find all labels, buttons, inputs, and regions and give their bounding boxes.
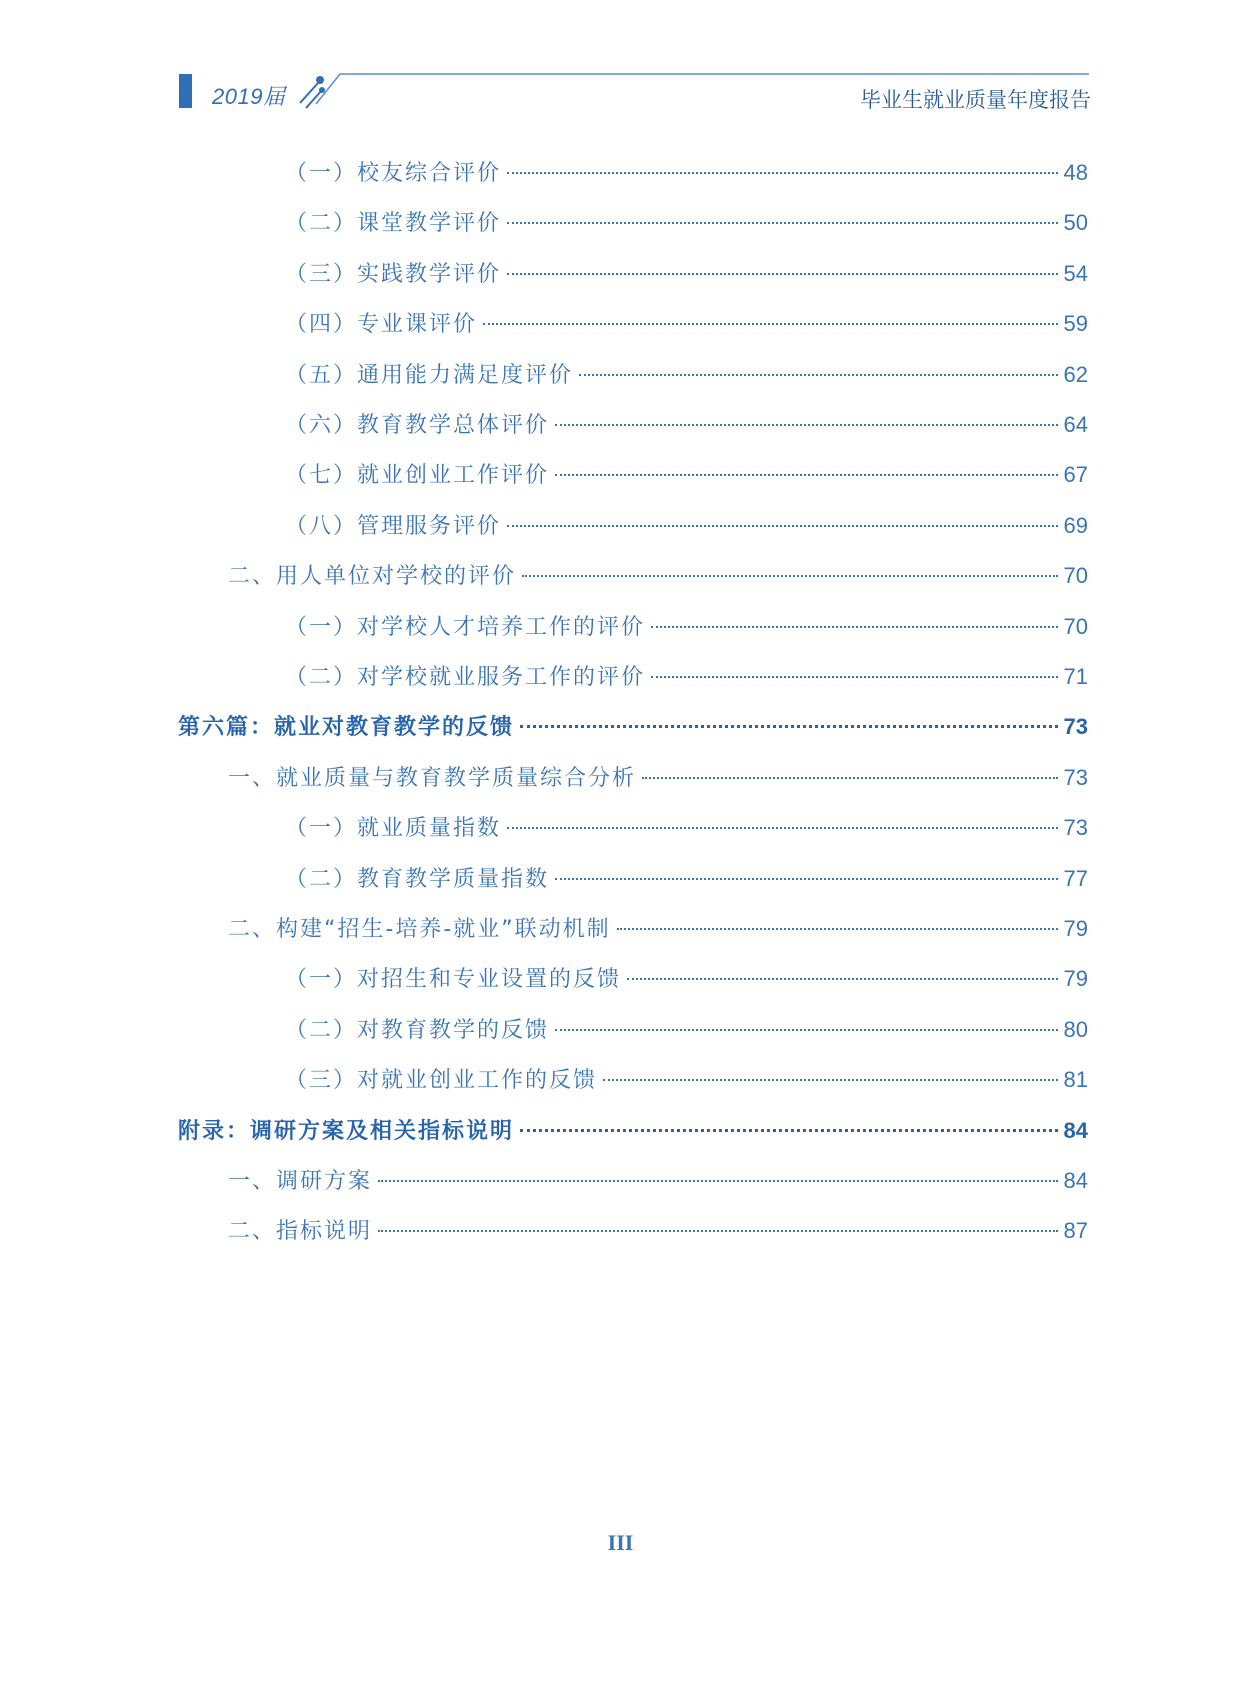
toc-leader-dots xyxy=(520,1129,1058,1132)
toc-entry[interactable] xyxy=(228,1214,1088,1250)
toc-entry-label: 第六篇：就业对教育教学的反馈 xyxy=(178,715,515,741)
toc-entry[interactable] xyxy=(285,811,1088,847)
toc-entry-page: 70 xyxy=(1063,613,1088,639)
toc-entry-label: （三）实践教学评价 xyxy=(285,261,502,287)
toc-entry-page: 70 xyxy=(1063,563,1088,589)
toc-entry-page: 84 xyxy=(1063,1168,1088,1193)
toc-leader-dots xyxy=(507,827,1058,829)
toc-leader-dots xyxy=(507,525,1058,527)
toc-entry[interactable] xyxy=(285,962,1088,998)
toc-entry[interactable] xyxy=(285,257,1088,293)
toc-leader-dots xyxy=(651,626,1058,628)
toc-entry-page: 67 xyxy=(1063,462,1088,488)
toc-entry-label: （二）对学校就业服务工作的评价 xyxy=(285,665,646,690)
toc-entry-label: （六）教育教学总体评价 xyxy=(285,413,550,438)
toc-entry-page: 84 xyxy=(1063,1117,1088,1143)
toc-entry-label: 一、就业质量与教育教学质量综合分析 xyxy=(228,765,637,791)
toc-entry[interactable] xyxy=(178,1114,1088,1150)
toc-entry-page: 48 xyxy=(1063,160,1088,185)
toc-leader-dots xyxy=(651,676,1058,678)
toc-entry-page: 64 xyxy=(1063,412,1088,437)
toc-leader-dots xyxy=(507,273,1058,275)
toc-entry-page: 62 xyxy=(1063,361,1088,387)
page-number: III xyxy=(607,1530,634,1555)
toc-leader-dots xyxy=(579,374,1058,376)
toc-entry-label: （一）就业质量指数 xyxy=(285,816,502,842)
toc-leader-dots xyxy=(507,222,1058,224)
toc-entry[interactable] xyxy=(228,761,1088,797)
toc-entry[interactable] xyxy=(285,408,1088,444)
toc-entry-page: 81 xyxy=(1063,1067,1088,1093)
toc-entry[interactable] xyxy=(228,559,1088,595)
toc-entry-label: 二、用人单位对学校的评价 xyxy=(228,564,517,590)
toc-entry-page: 54 xyxy=(1063,260,1088,286)
toc-entry-page: 73 xyxy=(1063,815,1088,841)
toc-entry[interactable] xyxy=(285,156,1088,192)
toc-leader-dots xyxy=(483,323,1058,325)
toc-entry[interactable] xyxy=(285,1013,1088,1049)
toc-entry[interactable] xyxy=(285,610,1088,646)
toc-leader-dots xyxy=(555,424,1058,426)
toc-entry-label: （五）通用能力满足度评价 xyxy=(285,362,574,388)
toc-entry-page: 73 xyxy=(1063,764,1088,790)
toc-entry-page: 77 xyxy=(1063,865,1088,891)
toc-entry-page: 79 xyxy=(1063,916,1088,941)
toc-entry-page: 50 xyxy=(1063,210,1088,236)
toc-entry-page: 80 xyxy=(1063,1016,1088,1042)
toc-entry[interactable] xyxy=(285,206,1088,242)
toc-entry-label: 二、构建“招生-培养-就业”联动机制 xyxy=(228,917,611,942)
toc-entry-page: 71 xyxy=(1063,664,1088,689)
toc-entry[interactable] xyxy=(285,1063,1088,1099)
toc-entry-label: （二）课堂教学评价 xyxy=(285,211,502,237)
toc-leader-dots xyxy=(555,878,1058,880)
toc-entry[interactable] xyxy=(178,710,1088,746)
toc-entry[interactable] xyxy=(228,912,1088,948)
header-year-label: 2019届 xyxy=(212,84,286,109)
toc-entry-label: （一）对学校人才培养工作的评价 xyxy=(285,614,646,640)
toc-entry[interactable] xyxy=(285,358,1088,394)
toc-entry-label: （二）教育教学质量指数 xyxy=(285,866,550,892)
toc-leader-dots xyxy=(378,1230,1058,1232)
toc-leader-dots xyxy=(617,928,1058,930)
toc-entry-label: （七）就业创业工作评价 xyxy=(285,463,550,489)
toc-entry-page: 87 xyxy=(1063,1218,1088,1244)
toc-leader-dots xyxy=(627,978,1058,980)
toc-leader-dots xyxy=(555,1029,1058,1031)
toc-entry[interactable] xyxy=(285,862,1088,898)
report-title: 毕业生就业质量年度报告 xyxy=(860,88,1091,112)
toc-entry-label: 附录：调研方案及相关指标说明 xyxy=(178,1118,515,1144)
toc-leader-dots xyxy=(507,172,1058,174)
toc-entry-label: （一）对招生和专业设置的反馈 xyxy=(285,967,622,993)
toc-entry[interactable] xyxy=(285,509,1088,545)
toc-leader-dots xyxy=(522,575,1058,577)
toc-entry[interactable] xyxy=(285,458,1088,494)
toc-entry-page: 79 xyxy=(1063,966,1088,992)
toc-entry-page: 59 xyxy=(1063,311,1088,337)
toc-entry-page: 69 xyxy=(1063,512,1088,538)
toc-entry-label: 二、指标说明 xyxy=(228,1219,373,1245)
toc-entry-label: （二）对教育教学的反馈 xyxy=(285,1017,550,1043)
toc-entry-label: （三）对就业创业工作的反馈 xyxy=(285,1068,598,1094)
toc-entry[interactable] xyxy=(285,307,1088,343)
toc-entry[interactable] xyxy=(285,660,1088,696)
toc-entry[interactable] xyxy=(228,1164,1088,1200)
toc-leader-dots xyxy=(520,725,1058,728)
toc-leader-dots xyxy=(603,1079,1058,1081)
toc-entry-label: （一）校友综合评价 xyxy=(285,161,502,186)
toc-entry-page: 73 xyxy=(1063,714,1088,740)
toc-leader-dots xyxy=(555,474,1058,476)
toc-entry-label: 一、调研方案 xyxy=(228,1169,373,1194)
toc-leader-dots xyxy=(642,777,1058,779)
toc-leader-dots xyxy=(378,1180,1058,1182)
toc-entry-label: （八）管理服务评价 xyxy=(285,513,502,539)
toc-entry-label: （四）专业课评价 xyxy=(285,312,478,338)
